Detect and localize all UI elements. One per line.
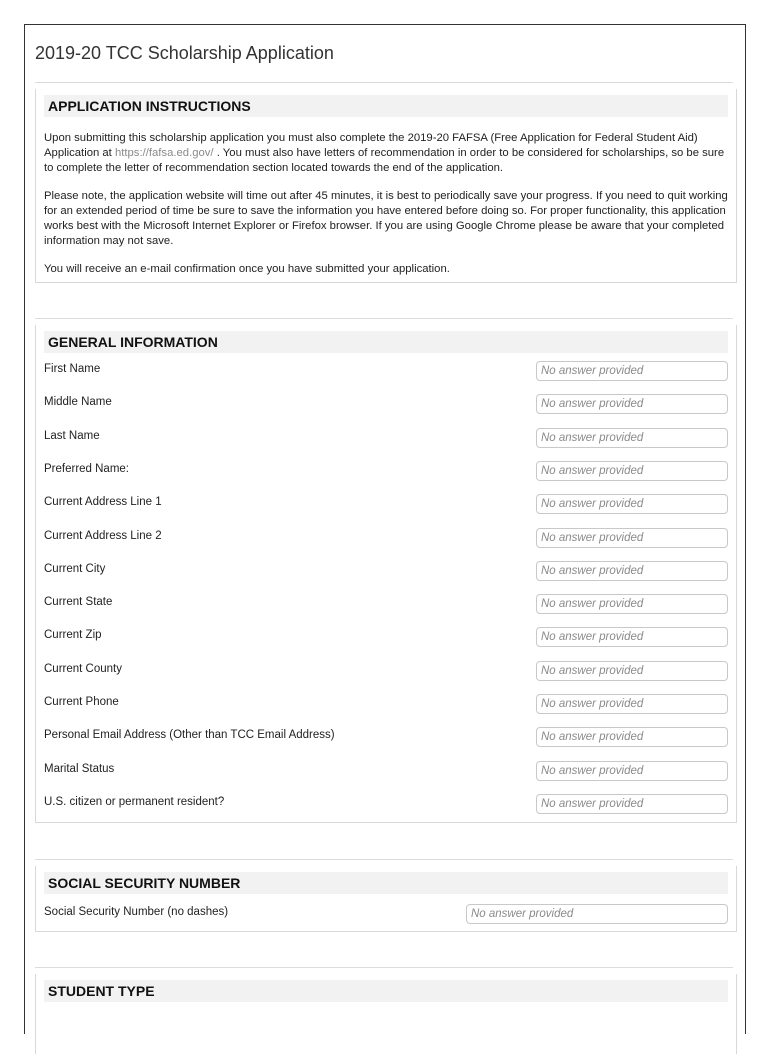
field-label: Last Name [44, 429, 100, 442]
field-label: Marital Status [44, 762, 115, 775]
general-information-header: GENERAL INFORMATION [44, 331, 728, 353]
instructions-paragraph-1 [44, 131, 728, 176]
field-input[interactable]: No answer provided [536, 694, 728, 714]
field-row [44, 727, 728, 749]
instructions-paragraph-2: Please note, the application website will time out after 45 minutes, it is best to periodically save your progress. If you need to quit working for an extended period of time be sure to save the information you have entered before doing so. For proper functionality, this application works best with the Microsoft Internet Explorer or Firefox browser. If you are using Google Chrome please be aware that your completed information may not save. [44, 190, 728, 247]
field-input[interactable]: No answer provided [536, 761, 728, 781]
instructions-section [35, 89, 737, 283]
field-row [44, 761, 728, 783]
field-input[interactable]: No answer provided [536, 594, 728, 614]
field-row [44, 428, 728, 450]
ssn-label: Social Security Number (no dashes) [44, 906, 229, 918]
field-label: Current Zip [44, 629, 102, 642]
student-type-section [35, 974, 737, 1054]
field-row [44, 694, 728, 716]
instructions-header: APPLICATION INSTRUCTIONS [44, 95, 728, 117]
field-label: Preferred Name: [44, 462, 130, 475]
instructions-text: . You must also have letters of recommendation in order to be considered for scholarships, so be sure to complete the letter of recommendation section located towards the end of the application. [44, 147, 725, 174]
field-input[interactable]: No answer provided [536, 561, 728, 581]
field-label: U.S. citizen or permanent resident? [44, 795, 225, 808]
field-input[interactable]: No answer provided [536, 361, 728, 381]
field-row [44, 627, 728, 649]
ssn-header: SOCIAL SECURITY NUMBER [44, 872, 728, 894]
field-label: Current Address Line 1 [44, 496, 162, 509]
field-input[interactable]: No answer provided [536, 528, 728, 548]
ssn-row [44, 904, 728, 926]
instructions-text: Upon submitting this scholarship application you must also complete the 2019-20 FAFSA (Free Application for Federal Student Aid) Application at [44, 132, 698, 159]
field-row [44, 494, 728, 516]
field-row [44, 528, 728, 550]
divider [35, 967, 733, 968]
field-row [44, 394, 728, 416]
field-row [44, 461, 728, 483]
field-label: Current County [44, 662, 122, 675]
field-input[interactable]: No answer provided [536, 394, 728, 414]
field-input[interactable]: No answer provided [536, 727, 728, 747]
student-type-header: STUDENT TYPE [44, 980, 728, 1002]
field-input[interactable]: No answer provided [536, 627, 728, 647]
field-input[interactable]: No answer provided [536, 428, 728, 448]
field-row [44, 594, 728, 616]
field-label: Current Phone [44, 696, 119, 708]
instructions-body [36, 117, 736, 277]
field-label: Middle Name [44, 396, 112, 409]
field-row [44, 561, 728, 583]
fafsa-link[interactable]: https://fafsa.ed.gov/ [114, 147, 214, 159]
ssn-section [35, 866, 737, 932]
field-input[interactable]: No answer provided [536, 461, 728, 481]
divider [35, 82, 733, 83]
field-label: Personal Email Address (Other than TCC Email Address) [44, 729, 335, 742]
general-information-section [35, 325, 737, 823]
field-row [44, 661, 728, 683]
field-input[interactable]: No answer provided [536, 661, 728, 681]
field-input[interactable]: No answer provided [536, 494, 728, 514]
divider [35, 318, 733, 319]
ssn-input[interactable]: No answer provided [466, 904, 728, 924]
field-label: Current State [44, 596, 113, 609]
instructions-paragraph-3: You will receive an e-mail confirmation once you have submitted your application. [44, 263, 450, 275]
field-label: Current City [44, 562, 106, 575]
field-label: Current Address Line 2 [44, 529, 162, 542]
field-row [44, 794, 728, 816]
field-row [44, 361, 728, 383]
field-input[interactable]: No answer provided [536, 794, 728, 814]
application-page [24, 24, 746, 1034]
page-title: 2019-20 TCC Scholarship Application [35, 43, 334, 63]
field-label: First Name [44, 363, 101, 375]
divider [35, 859, 733, 860]
